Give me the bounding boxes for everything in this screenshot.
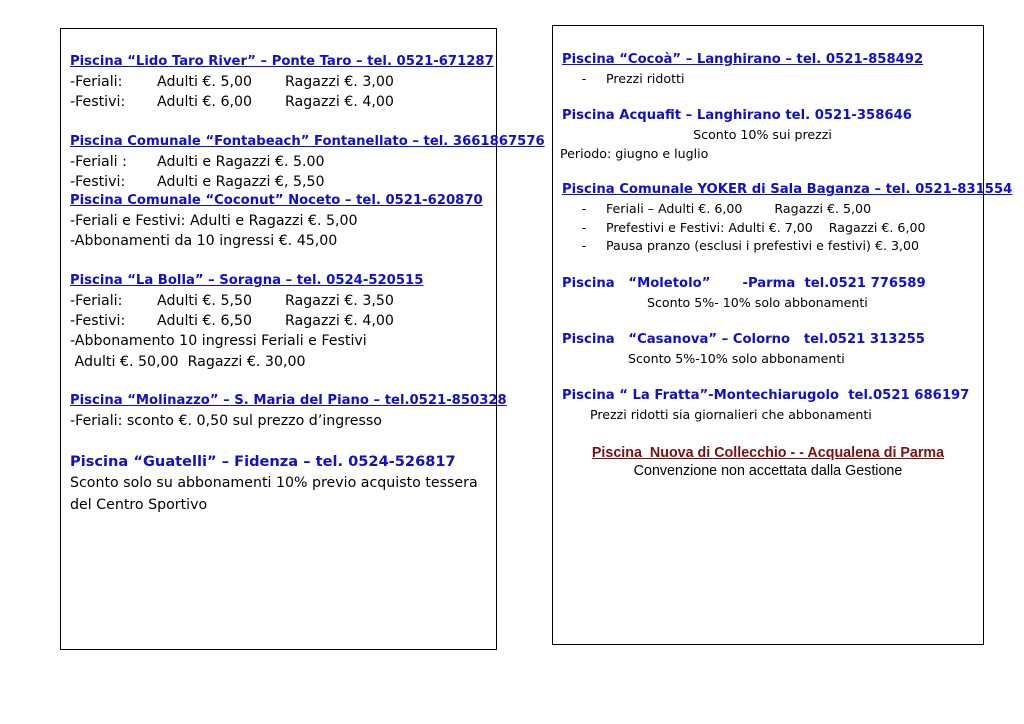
discount-text: Sconto 5%-10% solo abbonamenti [628, 351, 845, 366]
youth-price: Ragazzi €. 4,00 [285, 94, 394, 111]
youth-price: Ragazzi €. 3,50 [285, 293, 394, 309]
pool-fontabeach [61, 132, 545, 192]
price-line: -Feriali e Festivi: Adulti e Ragazzi €. 5,00 [70, 213, 358, 229]
adult-price: Adulti €. 6,50 [157, 313, 253, 330]
bullet: - [581, 238, 587, 254]
pool-molinazzo [61, 391, 507, 431]
pool-cocoa [553, 50, 983, 89]
discount-text: Sconto 10% sui prezzi [693, 127, 832, 142]
pool-title: Piscina “Lido Taro River” – Ponte Taro – tel. 0521-671287 [70, 54, 494, 69]
pool-la-bolla [61, 271, 496, 372]
left-panel [60, 28, 545, 650]
adult-price: Adulti €. 5,00 [157, 74, 253, 90]
pool-acquafit [553, 106, 983, 163]
list-item [562, 237, 983, 256]
pool-title: Piscina Nuova di Collecchio - - Acqualena di Parma [591, 445, 945, 461]
list-item-text: Prefestivi e Festivi: Adulti €. 7,00 Ragazzi €. 6,00 [606, 219, 926, 235]
day-label: -Festivi: [70, 313, 126, 330]
pool-casanova [553, 330, 983, 369]
pool-title: Piscina “Casanova” – Colorno tel.0521 313255 [562, 332, 925, 347]
right-panel [552, 25, 1013, 645]
pool-title: Piscina Comunale “Fontabeach” Fontanellato – tel. 3661867576 [70, 134, 545, 149]
pool-title: Piscina “Cocoà” – Langhirano – tel. 0521-858492 [562, 52, 924, 67]
list-item-text: Feriali – Adulti €. 6,00 Ragazzi €. 5,00 [606, 201, 872, 216]
youth-price: Ragazzi €. 3,00 [285, 74, 394, 90]
price: Adulti e Ragazzi €, 5,50 [157, 174, 325, 191]
pool-title: Piscina “ La Fratta”-Montechiarugolo tel.0521 686197 [562, 388, 970, 403]
day-label: -Feriali : [70, 154, 127, 170]
list-item [562, 200, 983, 219]
pool-title: Piscina “Moletolo” -Parma tel.0521 776589 [562, 276, 926, 291]
pool-moletolo [553, 274, 983, 313]
pool-collecchio [553, 444, 983, 480]
period-text: Periodo: giugno e luglio [560, 145, 709, 161]
pool-title: Piscina “Molinazzo” – S. Maria del Piano – tel.0521-850328 [70, 393, 507, 408]
pool-la-fratta [553, 386, 983, 425]
pool-title: Piscina “La Bolla” – Soragna – tel. 0524-520515 [70, 273, 424, 288]
day-label: -Festivi: [70, 174, 126, 191]
bullet: - [581, 71, 587, 86]
day-label: -Feriali: [70, 74, 123, 90]
discount-text: Sconto 5%- 10% solo abbonamenti [647, 295, 868, 310]
day-label: -Feriali: [70, 293, 123, 309]
price-row [70, 92, 496, 112]
pool-lido-taro-river [61, 52, 496, 112]
price-row [70, 291, 496, 311]
discount-line: -Feriali: sconto €. 0,50 sul prezzo d’ingresso [70, 413, 382, 429]
pool-yoker [553, 180, 1013, 256]
list-item [562, 70, 983, 89]
agreement-status: Convenzione non accettata dalla Gestione [633, 463, 903, 479]
price-row [70, 311, 496, 331]
price-row [70, 152, 496, 172]
price-row [70, 72, 496, 92]
pool-title: Piscina “Guatelli” – Fidenza – tel. 0524-526817 [70, 453, 456, 470]
bullet: - [581, 201, 587, 216]
subscription-prices: Adulti €. 50,00 Ragazzi €. 30,00 [70, 353, 306, 370]
list-item [562, 219, 983, 238]
adult-price: Adulti €. 5,50 [157, 293, 253, 309]
list-item-text: Pausa pranzo (esclusi i prefestivi e festivi) €. 3,00 [606, 238, 920, 254]
pool-coconut [61, 191, 496, 251]
price-row [70, 172, 496, 192]
adult-price: Adulti €. 6,00 [157, 94, 253, 111]
subscription-line: -Abbonamenti da 10 ingressi €. 45,00 [70, 233, 338, 250]
pool-title: Piscina Comunale YOKER di Sala Baganza – tel. 0521-831554 [562, 182, 1013, 197]
price: Adulti e Ragazzi €. 5.00 [157, 154, 325, 170]
pool-title: Piscina Comunale “Coconut” Noceto – tel. 0521-620870 [70, 193, 483, 208]
day-label: -Festivi: [70, 94, 126, 111]
bullet: - [581, 219, 587, 235]
discount-text: Sconto solo su abbonamenti 10% previo acquisto tessera del Centro Sportivo [70, 475, 478, 513]
list-item-text: Prezzi ridotti [606, 71, 685, 86]
youth-price: Ragazzi €. 4,00 [285, 313, 394, 330]
pool-guatelli [61, 451, 486, 516]
subscription-line: -Abbonamento 10 ingressi Feriali e Festivi [70, 333, 367, 350]
discount-text: Prezzi ridotti sia giornalieri che abbonamenti [590, 407, 872, 422]
pool-title: Piscina Acquafit – Langhirano tel. 0521-358646 [562, 108, 912, 123]
